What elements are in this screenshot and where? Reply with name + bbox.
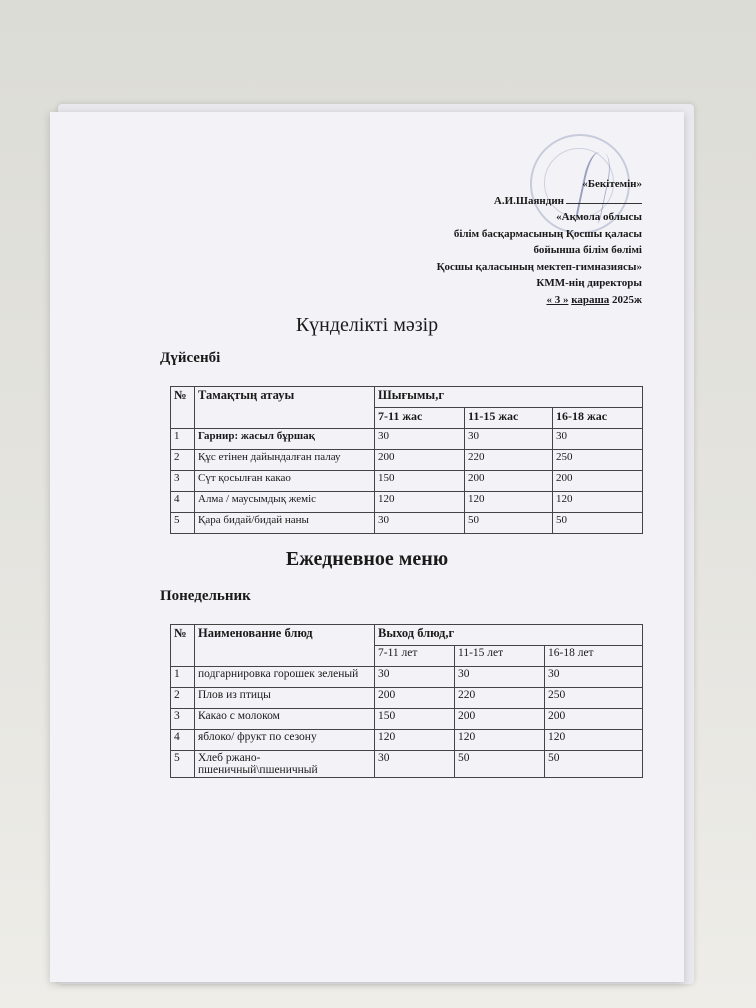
- dish-name: Құс етінен дайындалған палау: [195, 450, 375, 471]
- table-row: [171, 667, 643, 688]
- dish-name: Алма / маусымдық жеміс: [195, 492, 375, 513]
- portion-16-18: 50: [553, 513, 643, 534]
- signature-line: [566, 193, 642, 204]
- row-num: 3: [171, 709, 195, 730]
- portion-11-15: 50: [455, 751, 545, 778]
- approval-block: [342, 176, 642, 308]
- approval-line-5: бойынша білім бөлімі: [533, 244, 642, 256]
- age-col-1: 7-11 жас: [375, 408, 465, 429]
- approval-line-3: «Ақмола облысы: [556, 211, 642, 223]
- approval-line-7: КММ-нің директоры: [536, 277, 642, 289]
- approval-date: « 3 » караша 2025ж: [546, 293, 642, 306]
- page-title-ru: Ежедневное меню: [285, 548, 449, 570]
- header-output: Выход блюд,г: [375, 625, 643, 646]
- portion-16-18: 120: [545, 730, 643, 751]
- dish-name: Плов из птицы: [195, 688, 375, 709]
- row-num: 4: [171, 730, 195, 751]
- age-col-3: 16-18 лет: [545, 646, 643, 667]
- portion-11-15: 30: [455, 667, 545, 688]
- page-title-kz: Күнделікті мәзір: [295, 314, 439, 336]
- portion-7-11: 200: [375, 688, 455, 709]
- portion-11-15: 50: [465, 513, 553, 534]
- table-header-row: [171, 625, 643, 646]
- portion-16-18: 200: [545, 709, 643, 730]
- portion-16-18: 200: [553, 471, 643, 492]
- table-row: [171, 688, 643, 709]
- dish-name: Гарнир: жасыл бұршақ: [195, 429, 375, 450]
- age-col-2: 11-15 лет: [455, 646, 545, 667]
- dish-name: Какао с молоком: [195, 709, 375, 730]
- portion-11-15: 220: [465, 450, 553, 471]
- day-label-ru: Понедельник: [160, 588, 251, 604]
- portion-11-15: 120: [455, 730, 545, 751]
- age-col-1: 7-11 лет: [375, 646, 455, 667]
- portion-16-18: 30: [553, 429, 643, 450]
- header-num: №: [171, 625, 195, 667]
- header-name: Наименование блюд: [195, 625, 375, 667]
- approval-line-4: білім басқармасының Қосшы қаласы: [453, 227, 642, 240]
- row-num: 2: [171, 450, 195, 471]
- portion-16-18: 50: [545, 751, 643, 778]
- approval-line-6: Қосшы қаласының мектеп-гимназиясы»: [436, 260, 642, 273]
- portion-7-11: 30: [375, 667, 455, 688]
- portion-7-11: 150: [375, 709, 455, 730]
- row-num: 2: [171, 688, 195, 709]
- table-row: [171, 709, 643, 730]
- row-num: 4: [171, 492, 195, 513]
- dish-name: подгарнировка горошек зеленый: [195, 667, 375, 688]
- table-row: [171, 751, 643, 778]
- menu-table-ru: [170, 624, 643, 778]
- dish-name: Сүт қосылған какао: [195, 471, 375, 492]
- portion-7-11: 120: [375, 730, 455, 751]
- dish-name: Қара бидай/бидай наны: [195, 513, 375, 534]
- table-header-row: [171, 387, 643, 408]
- row-num: 5: [171, 751, 195, 778]
- age-col-2: 11-15 жас: [465, 408, 553, 429]
- portion-16-18: 250: [553, 450, 643, 471]
- table-row: [171, 492, 643, 513]
- portion-7-11: 30: [375, 429, 465, 450]
- header-name: Тамақтың атауы: [195, 387, 375, 429]
- row-num: 5: [171, 513, 195, 534]
- portion-16-18: 30: [545, 667, 643, 688]
- table-row: [171, 513, 643, 534]
- portion-11-15: 200: [465, 471, 553, 492]
- portion-7-11: 150: [375, 471, 465, 492]
- portion-11-15: 120: [465, 492, 553, 513]
- menu-document: [50, 112, 684, 982]
- day-label-kz: Дүйсенбі: [160, 350, 221, 366]
- portion-11-15: 220: [455, 688, 545, 709]
- age-col-3: 16-18 жас: [553, 408, 643, 429]
- approval-line-1: «Бекітемін»: [582, 178, 642, 190]
- dish-name: яблоко/ фрукт по сезону: [195, 730, 375, 751]
- dish-name: Хлеб ржано-пшеничный\пшеничный: [195, 751, 375, 778]
- portion-16-18: 120: [553, 492, 643, 513]
- portion-7-11: 120: [375, 492, 465, 513]
- portion-16-18: 250: [545, 688, 643, 709]
- row-num: 1: [171, 429, 195, 450]
- approval-director-name: А.И.Шаяндин: [342, 193, 642, 210]
- table-row: [171, 471, 643, 492]
- table-row: [171, 730, 643, 751]
- portion-7-11: 30: [375, 513, 465, 534]
- header-output: Шығымы,г: [375, 387, 643, 408]
- row-num: 3: [171, 471, 195, 492]
- table-row: [171, 429, 643, 450]
- portion-11-15: 200: [455, 709, 545, 730]
- portion-7-11: 30: [375, 751, 455, 778]
- portion-7-11: 200: [375, 450, 465, 471]
- table-row: [171, 450, 643, 471]
- menu-table-kz: [170, 386, 643, 534]
- portion-11-15: 30: [465, 429, 553, 450]
- header-num: №: [171, 387, 195, 429]
- row-num: 1: [171, 667, 195, 688]
